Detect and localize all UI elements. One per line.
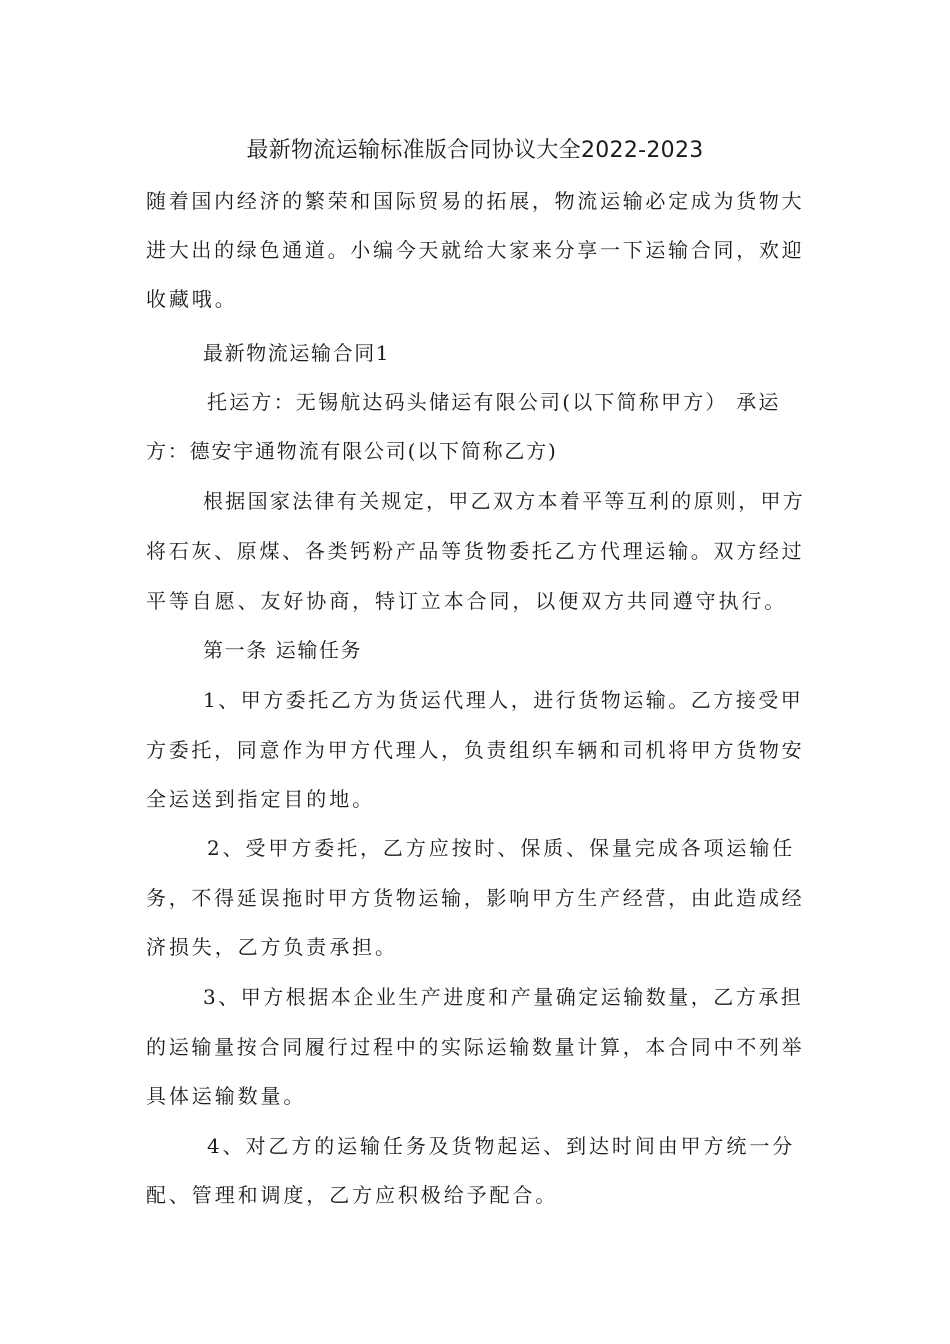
clause-3-line-3: 具体运输数量。 — [146, 1084, 307, 1108]
clause-2-line-3: 济损失，乙方负责承担。 — [146, 935, 398, 959]
intro-line-2: 进大出的绿色通道。小编今天就给大家来分享一下运输合同，欢迎 — [146, 238, 805, 262]
preamble-line-1: 根据国家法律有关规定，甲乙双方本着平等互利的原则，甲方 — [203, 489, 806, 513]
intro-line-1: 随着国内经济的繁荣和国际贸易的拓展，物流运输必定成为货物大 — [146, 189, 805, 213]
contract-heading: 最新物流运输合同1 — [203, 341, 391, 365]
clause-2-line-2: 务，不得延误拖时甲方货物运输，影响甲方生产经营，由此造成经 — [146, 886, 805, 910]
clause-4-line-1: 4、对乙方的运输任务及货物起运、到达时间由甲方统一分 — [207, 1134, 796, 1158]
clause-3-line-2: 的运输量按合同履行过程中的实际运输数量计算，本合同中不列举 — [146, 1035, 805, 1059]
intro-line-3: 收藏哦。 — [146, 287, 238, 311]
clause-3-line-1: 3、甲方根据本企业生产进度和产量确定运输数量，乙方承担 — [203, 985, 804, 1009]
preamble-line-2: 将石灰、原煤、各类钙粉产品等货物委托乙方代理运输。双方经过 — [146, 539, 805, 563]
clause-4-line-2: 配、管理和调度，乙方应积极给予配合。 — [146, 1183, 559, 1207]
clause-2-line-1: 2、受甲方委托，乙方应按时、保质、保量完成各项运输任 — [207, 836, 796, 860]
clause-1-line-1: 1、甲方委托乙方为货运代理人，进行货物运输。乙方接受甲 — [203, 688, 804, 712]
clause-1-line-3: 全运送到指定目的地。 — [146, 787, 375, 811]
preamble-line-3: 平等自愿、友好协商，特订立本合同，以便双方共同遵守执行。 — [146, 589, 788, 613]
document-title: 最新物流运输标准版合同协议大全2022-2023 — [246, 138, 704, 163]
clause-1-line-2: 方委托，同意作为甲方代理人，负责组织车辆和司机将甲方货物安 — [146, 738, 805, 762]
carrier-line: 方：德安宇通物流有限公司(以下简称乙方) — [146, 439, 558, 463]
article-1-heading: 第一条 运输任务 — [203, 638, 363, 662]
shipper-line: 托运方：无锡航达码头储运有限公司(以下简称甲方） 承运 — [207, 390, 781, 414]
